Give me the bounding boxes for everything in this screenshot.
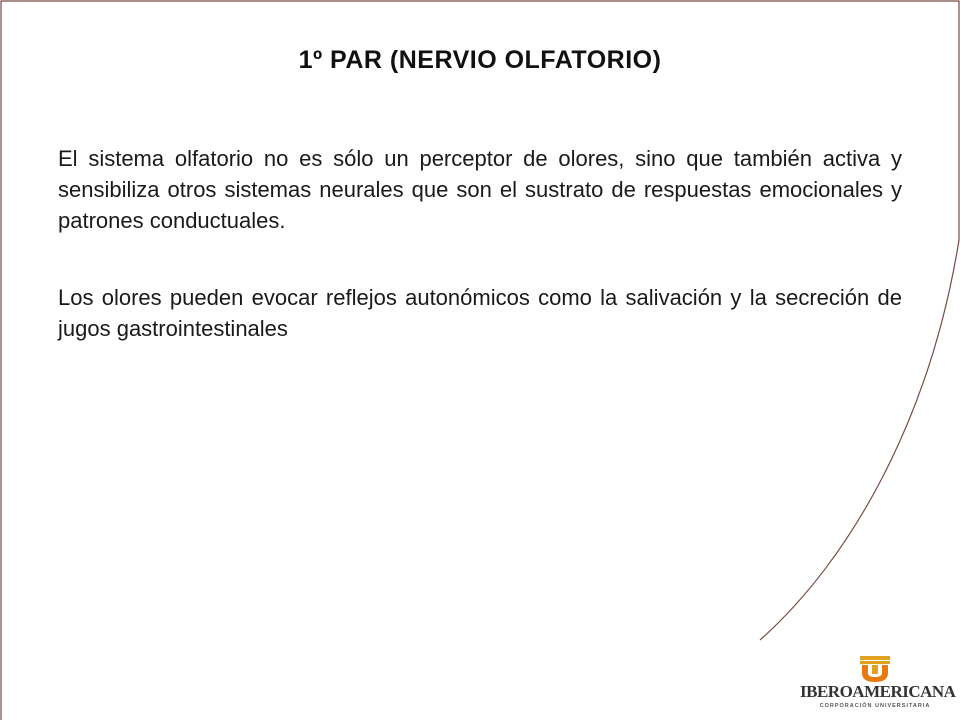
university-emblem-icon	[860, 656, 890, 682]
paragraph-autonomic-reflexes: Los olores pueden evocar reflejos autonómicos como la salivación y la secreción de jugos gastrointestinales	[58, 285, 902, 341]
iberoamericana-logo	[800, 652, 956, 714]
logo-subtitle: CORPORACIÓN UNIVERSITARIA	[819, 703, 931, 709]
slide-title: 1º PAR (NERVIO OLFATORIO)	[298, 46, 662, 74]
logo-wordmark: IBEROAMERICANA	[800, 682, 956, 701]
paragraph-olfactory-system: El sistema olfatorio no es sólo un perceptor de olores, sino que también activa y sensibiliza otros sistemas neurales que son el sustrato de respuestas emocionales y patrones conductuales.	[58, 146, 902, 233]
